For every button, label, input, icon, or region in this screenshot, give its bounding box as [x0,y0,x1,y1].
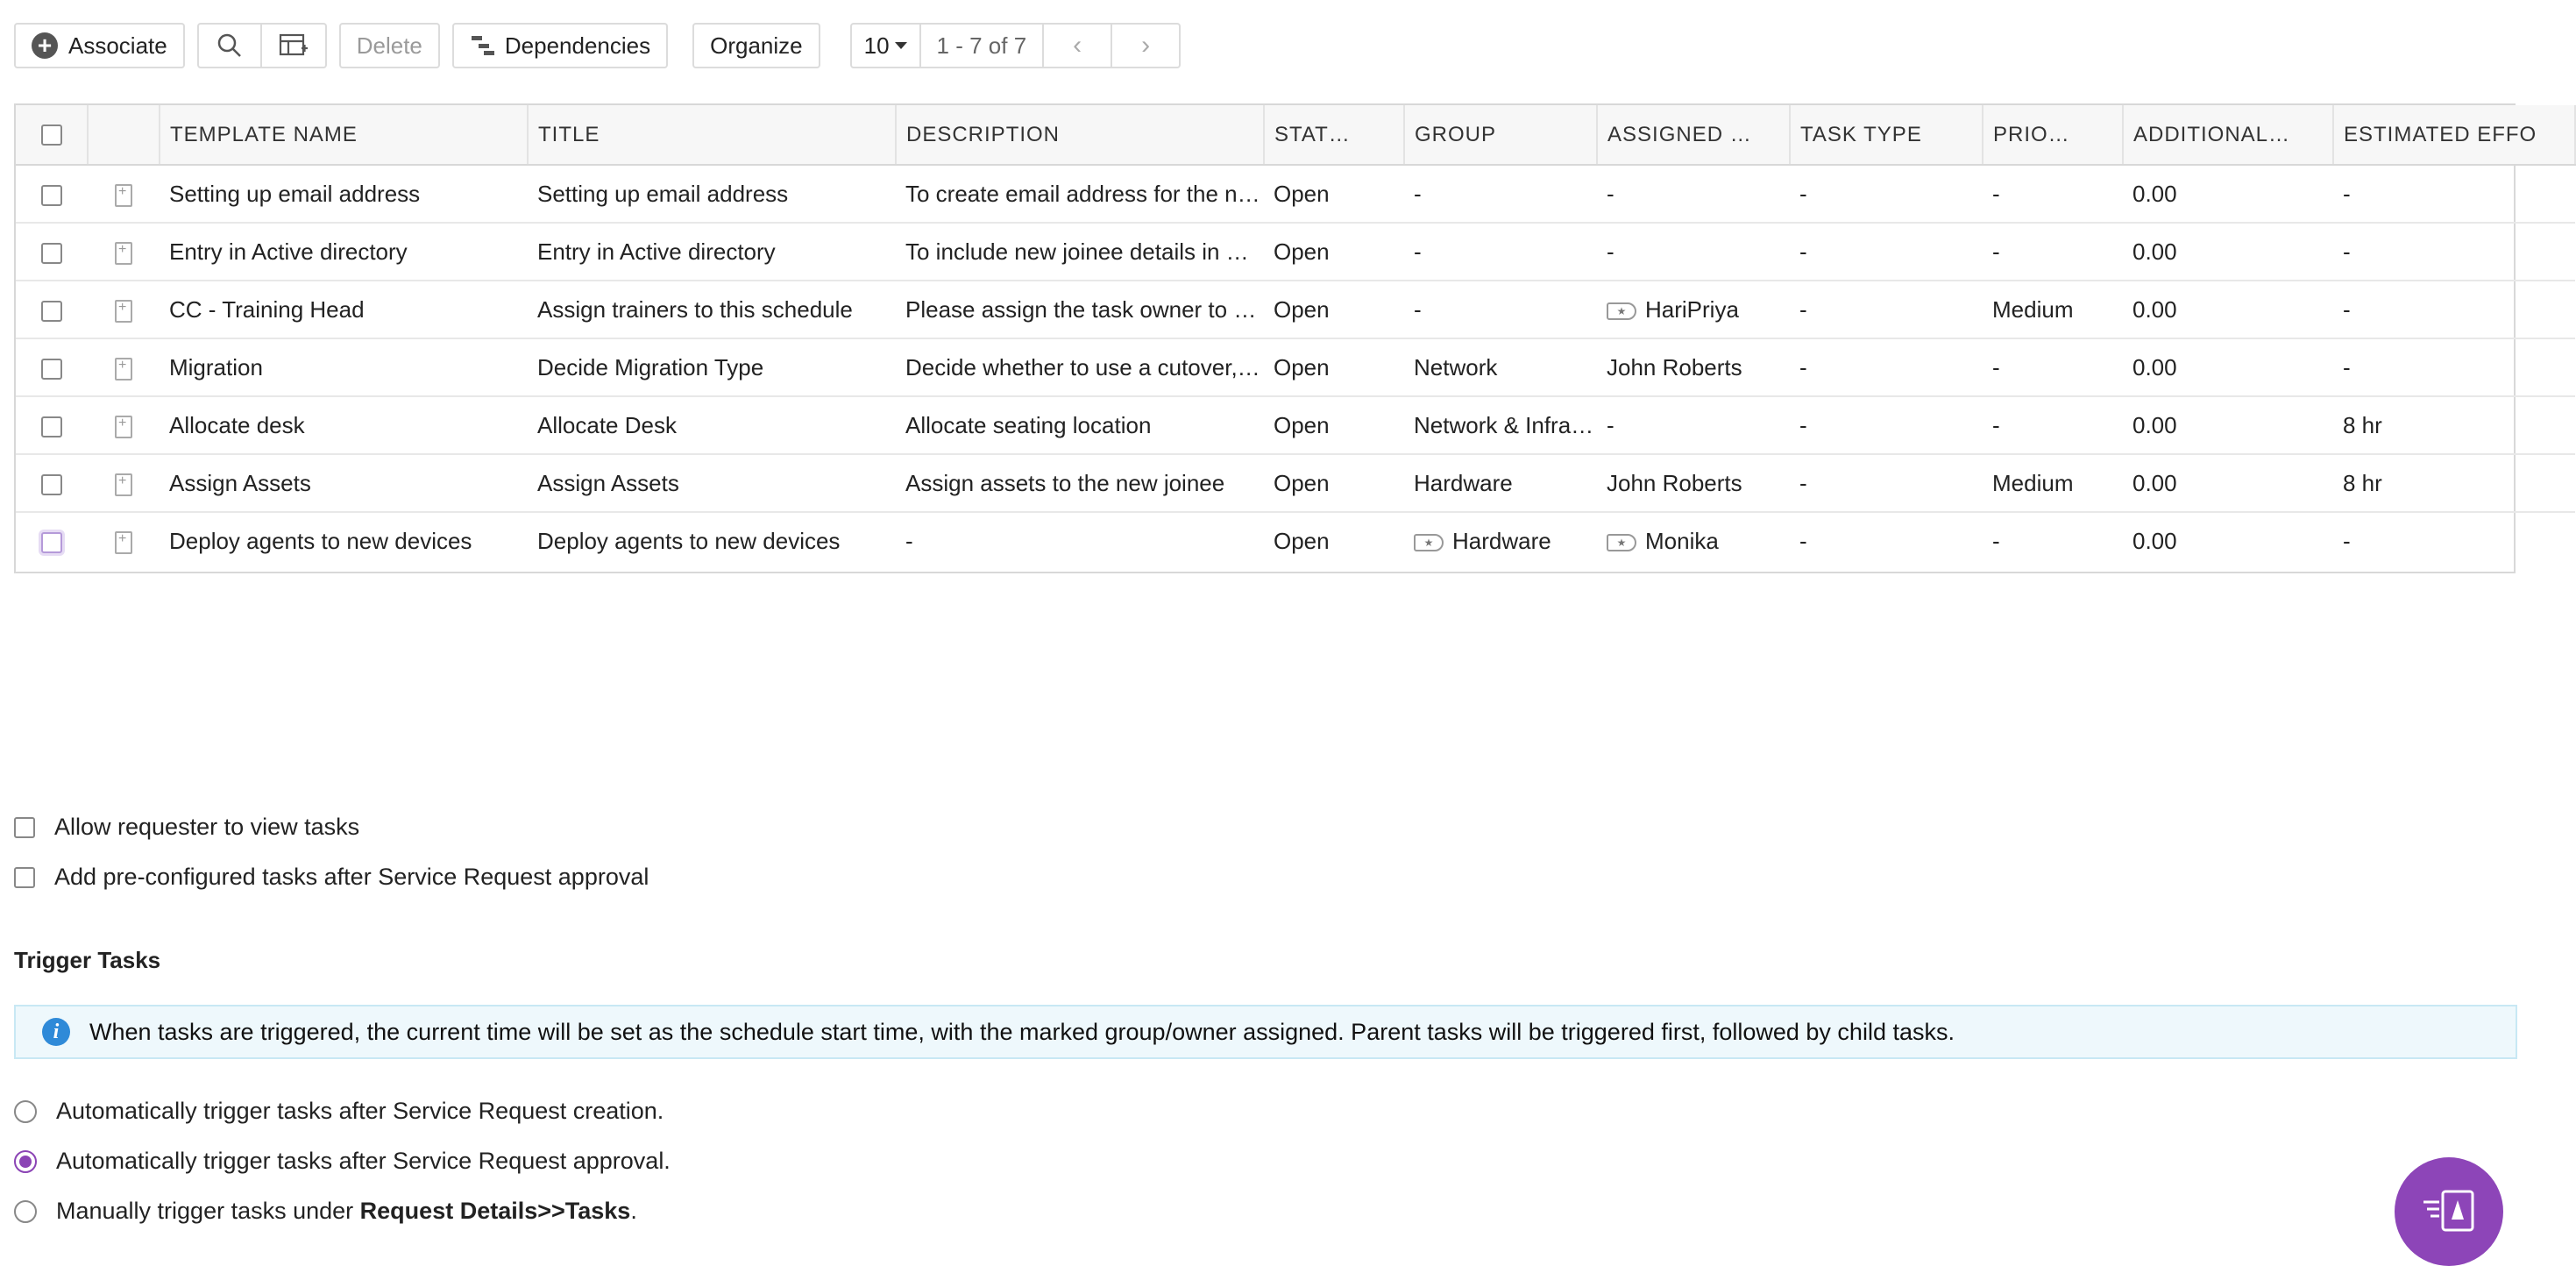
cell-template-name[interactable] [160,281,528,338]
row-icon-cell [88,396,160,454]
preconfigured-label: Add pre-configured tasks after Service Request approval [54,864,649,890]
cell-text: Medium [1992,469,2074,496]
cell-title [528,338,896,396]
header-status[interactable]: STAT… [1264,105,1404,165]
cell-template-name[interactable] [160,512,528,570]
cell-priority [1983,281,2123,338]
organize-button[interactable]: Organize [692,23,820,68]
cell-additional [2123,512,2333,570]
previous-page-button[interactable] [1044,23,1112,68]
row-checkbox[interactable] [41,359,62,380]
cell-text: Open [1274,180,1330,207]
trigger-manual-path: Request Details>>Tasks [359,1198,631,1224]
row-icon-cell [88,281,160,338]
cell-text: To include new joinee details in … [905,238,1249,265]
cell-assigned-to [1597,396,1790,454]
associate-button[interactable] [14,23,185,68]
header-additional[interactable]: ADDITIONAL… [2123,105,2333,165]
column-chooser-icon [279,32,309,59]
technician-tag-icon: ★ [1607,534,1636,551]
cell-task-type [1790,396,1983,454]
search-button[interactable] [197,23,262,68]
cell-text: - [2343,295,2351,323]
row-select-cell [16,165,88,223]
cell-text: Decide whether to use a cutover,… [905,353,1260,381]
row-icon-cell [88,165,160,223]
next-page-button[interactable] [1112,23,1181,68]
header-task-type[interactable]: TASK TYPE [1790,105,1983,165]
header-icon-column [88,105,160,165]
header-description[interactable]: DESCRIPTION [896,105,1264,165]
cell-text: - [2343,180,2351,207]
cell-text: 0.00 [2132,353,2177,381]
cell-additional [2123,223,2333,281]
trigger-approval-label: Automatically trigger tasks after Service Request approval. [56,1148,671,1174]
search-icon [216,32,243,59]
column-chooser-button[interactable] [262,23,327,68]
dependencies-button[interactable] [452,23,668,68]
cell-template-name[interactable] [160,165,528,223]
cell-group [1404,165,1597,223]
select-all-cell [16,105,88,165]
cell-group [1404,223,1597,281]
trigger-creation-label: Automatically trigger tasks after Service Request creation. [56,1098,664,1124]
task-document-icon [115,242,132,265]
cell-text: 0.00 [2132,469,2177,496]
trigger-manual-option[interactable] [14,1198,637,1225]
cell-assigned-to [1597,165,1790,223]
cell-text: - [1799,469,1807,496]
cell-description [896,396,1264,454]
preconfigured-checkbox[interactable] [14,867,35,888]
cell-group [1404,512,1597,570]
trigger-manual-label [56,1198,637,1225]
cell-text: - [1992,238,2000,265]
cell-text: HariPriya [1645,295,1739,323]
cell-text: Setting up email address [537,180,789,207]
table-row[interactable] [16,165,2575,223]
trigger-manual-radio[interactable] [14,1200,37,1223]
cell-task-type [1790,454,1983,512]
cell-text: 8 hr [2343,411,2382,438]
cell-text: - [1799,180,1807,207]
trigger-tasks-heading: Trigger Tasks [14,947,161,973]
cell-text: Open [1274,238,1330,265]
cell-text: - [1414,180,1422,207]
cell-text: 0.00 [2132,295,2177,323]
header-priority[interactable]: PRIO… [1983,105,2123,165]
cell-status [1264,396,1404,454]
trigger-approval-option[interactable] [14,1148,671,1175]
page-size-value: 10 [863,32,890,59]
cell-text: Allocate Desk [537,411,677,438]
cell-additional [2123,396,2333,454]
cell-template-name[interactable] [160,454,528,512]
cell-additional [2123,454,2333,512]
row-select-cell [16,338,88,396]
cell-text: Migration [169,353,263,381]
cell-group [1404,454,1597,512]
delete-button[interactable]: Delete [339,23,440,68]
cell-assigned-to [1597,454,1790,512]
cell-status [1264,512,1404,570]
cell-description [896,281,1264,338]
cell-text: - [1607,180,1614,207]
row-checkbox[interactable] [41,416,62,437]
table-row[interactable] [16,281,2575,338]
allow-view-label: Allow requester to view tasks [54,814,360,840]
row-checkbox[interactable] [41,243,62,264]
cell-estimated-effort [2333,512,2575,570]
cell-text: Network & Infra… [1414,411,1594,438]
cell-status [1264,223,1404,281]
chevron-left-icon: ‹ [1073,31,1082,60]
preconfigured-option[interactable] [14,864,649,891]
cell-text: - [1992,180,2000,207]
row-select-cell [16,454,88,512]
toolbar [14,23,1181,68]
announcement-icon [2420,1188,2478,1235]
cell-text: Decide Migration Type [537,353,764,381]
cell-priority [1983,396,2123,454]
cell-text: - [2343,353,2351,381]
row-checkbox[interactable] [41,185,62,206]
header-estimated-effort[interactable]: ESTIMATED EFFO [2333,105,2575,165]
header-group[interactable]: GROUP [1404,105,1597,165]
cell-estimated-effort [2333,223,2575,281]
cell-text: Assign Assets [537,469,679,496]
cell-status [1264,165,1404,223]
cell-text: Deploy agents to new devices [169,528,472,554]
cell-task-type [1790,512,1983,570]
cell-group [1404,396,1597,454]
cell-group [1404,338,1597,396]
cell-task-type [1790,338,1983,396]
technician-tag-icon: ★ [1607,302,1636,320]
cell-estimated-effort [2333,338,2575,396]
technician-tag-icon: ★ [1414,534,1444,551]
chevron-right-icon: › [1141,31,1151,60]
cell-text: Hardware [1452,528,1551,554]
cell-assigned-to [1597,223,1790,281]
cell-priority [1983,338,2123,396]
cell-text: - [1992,411,2000,438]
page-size-select[interactable] [850,23,921,68]
row-checkbox[interactable] [41,532,62,553]
row-icon-cell [88,512,160,570]
cell-group [1404,281,1597,338]
cell-text: - [905,528,913,554]
cell-text: - [1607,238,1614,265]
task-document-icon [115,358,132,381]
row-checkbox[interactable] [41,474,62,495]
search-columns-group [197,23,327,68]
cell-text: - [1607,411,1614,438]
cell-estimated-effort [2333,165,2575,223]
cell-text: Open [1274,411,1330,438]
cell-text: John Roberts [1607,469,1742,496]
cell-text: 0.00 [2132,528,2177,554]
cell-text: Hardware [1414,469,1513,496]
row-checkbox[interactable] [41,301,62,322]
cell-text: Open [1274,295,1330,323]
table-row[interactable] [16,223,2575,281]
cell-additional [2123,165,2333,223]
cell-description [896,165,1264,223]
cell-text: - [1992,353,2000,381]
help-fab-button[interactable] [2395,1157,2503,1266]
cell-text: Monika [1645,528,1719,554]
cell-text: CC - Training Head [169,295,365,323]
table-row[interactable] [16,396,2575,454]
trigger-info-text: When tasks are triggered, the current time will be set as the schedule start time, with the marked group/owner assigned. Parent tasks will be triggered first, followed by child tasks. [89,1018,1955,1045]
trigger-manual-suffix: . [630,1198,637,1224]
task-document-icon [115,473,132,496]
row-icon-cell [88,454,160,512]
cell-text: Please assign the task owner to … [905,295,1257,323]
cell-title [528,165,896,223]
cell-template-name[interactable] [160,396,528,454]
cell-priority [1983,454,2123,512]
dependencies-icon [470,34,496,57]
cell-text: John Roberts [1607,353,1742,381]
allow-view-checkbox[interactable] [14,817,35,838]
cell-title [528,454,896,512]
cell-description [896,454,1264,512]
cell-text: Open [1274,528,1330,554]
cell-text: Assign assets to the new joinee [905,469,1225,496]
cell-text: Medium [1992,295,2074,323]
allow-view-option[interactable] [14,814,359,841]
cell-text: - [1992,528,2000,554]
cell-text: To create email address for the n… [905,180,1260,207]
add-circle-icon: + [32,32,58,59]
row-select-cell [16,223,88,281]
cell-additional [2123,338,2333,396]
row-icon-cell [88,223,160,281]
cell-additional [2123,281,2333,338]
dependencies-label: Dependencies [504,32,651,59]
cell-text: Entry in Active directory [537,238,776,265]
trigger-creation-option[interactable] [14,1098,664,1125]
cell-text: Open [1274,353,1330,381]
cell-title [528,281,896,338]
trigger-creation-radio[interactable] [14,1100,37,1123]
cell-text: - [2343,528,2351,554]
cell-status [1264,281,1404,338]
cell-text: - [1414,295,1422,323]
task-document-icon [115,184,132,207]
cell-estimated-effort [2333,454,2575,512]
row-icon-cell [88,338,160,396]
row-select-cell [16,512,88,570]
cell-task-type [1790,223,1983,281]
cell-text: 0.00 [2132,180,2177,207]
cell-text: 8 hr [2343,469,2382,496]
cell-description [896,338,1264,396]
header-assigned[interactable]: ASSIGNED … [1597,105,1790,165]
header-template-name[interactable]: TEMPLATE NAME [160,105,528,165]
cell-priority [1983,165,2123,223]
cell-template-name[interactable] [160,338,528,396]
chevron-down-icon [895,42,907,49]
cell-task-type [1790,281,1983,338]
table-header-row [16,105,2575,165]
cell-text: Network [1414,353,1498,381]
cell-text: Assign trainers to this schedule [537,295,853,323]
cell-assigned-to [1597,512,1790,570]
cell-description [896,512,1264,570]
cell-priority [1983,512,2123,570]
select-all-checkbox[interactable] [41,124,62,146]
cell-text: - [1799,528,1807,554]
cell-text: 0.00 [2132,411,2177,438]
trigger-approval-radio[interactable] [14,1150,37,1173]
task-document-icon [115,416,132,438]
cell-description [896,223,1264,281]
cell-text: - [1799,411,1807,438]
header-title[interactable]: TITLE [528,105,896,165]
cell-estimated-effort [2333,281,2575,338]
task-document-icon [115,300,132,323]
trigger-info-banner [14,1005,2517,1059]
cell-text: Assign Assets [169,469,311,496]
trigger-manual-prefix: Manually trigger tasks under [56,1198,360,1224]
cell-text: Deploy agents to new devices [537,528,841,554]
table-row[interactable] [16,338,2575,396]
cell-text: - [1414,238,1422,265]
cell-text: - [1799,353,1807,381]
row-select-cell [16,396,88,454]
cell-estimated-effort [2333,396,2575,454]
cell-template-name[interactable] [160,223,528,281]
cell-title [528,396,896,454]
cell-status [1264,454,1404,512]
table-row[interactable] [16,454,2575,512]
cell-text: Open [1274,469,1330,496]
associate-label: Associate [68,32,167,59]
cell-text: - [1799,295,1807,323]
cell-title [528,223,896,281]
table-row[interactable] [16,512,2575,570]
cell-text: - [1799,238,1807,265]
pagination-range: 1 - 7 of 7 [921,23,1045,68]
row-select-cell [16,281,88,338]
cell-assigned-to [1597,281,1790,338]
cell-text: Setting up email address [169,180,421,207]
tasks-table [14,103,2537,573]
cell-text: - [2343,238,2351,265]
cell-assigned-to [1597,338,1790,396]
cell-title [528,512,896,570]
cell-text: Entry in Active directory [169,238,408,265]
cell-text: Allocate seating location [905,411,1152,438]
cell-task-type [1790,165,1983,223]
cell-text: 0.00 [2132,238,2177,265]
cell-text: Allocate desk [169,411,305,438]
info-icon: i [42,1018,70,1046]
cell-status [1264,338,1404,396]
task-document-icon [115,531,132,554]
cell-priority [1983,223,2123,281]
